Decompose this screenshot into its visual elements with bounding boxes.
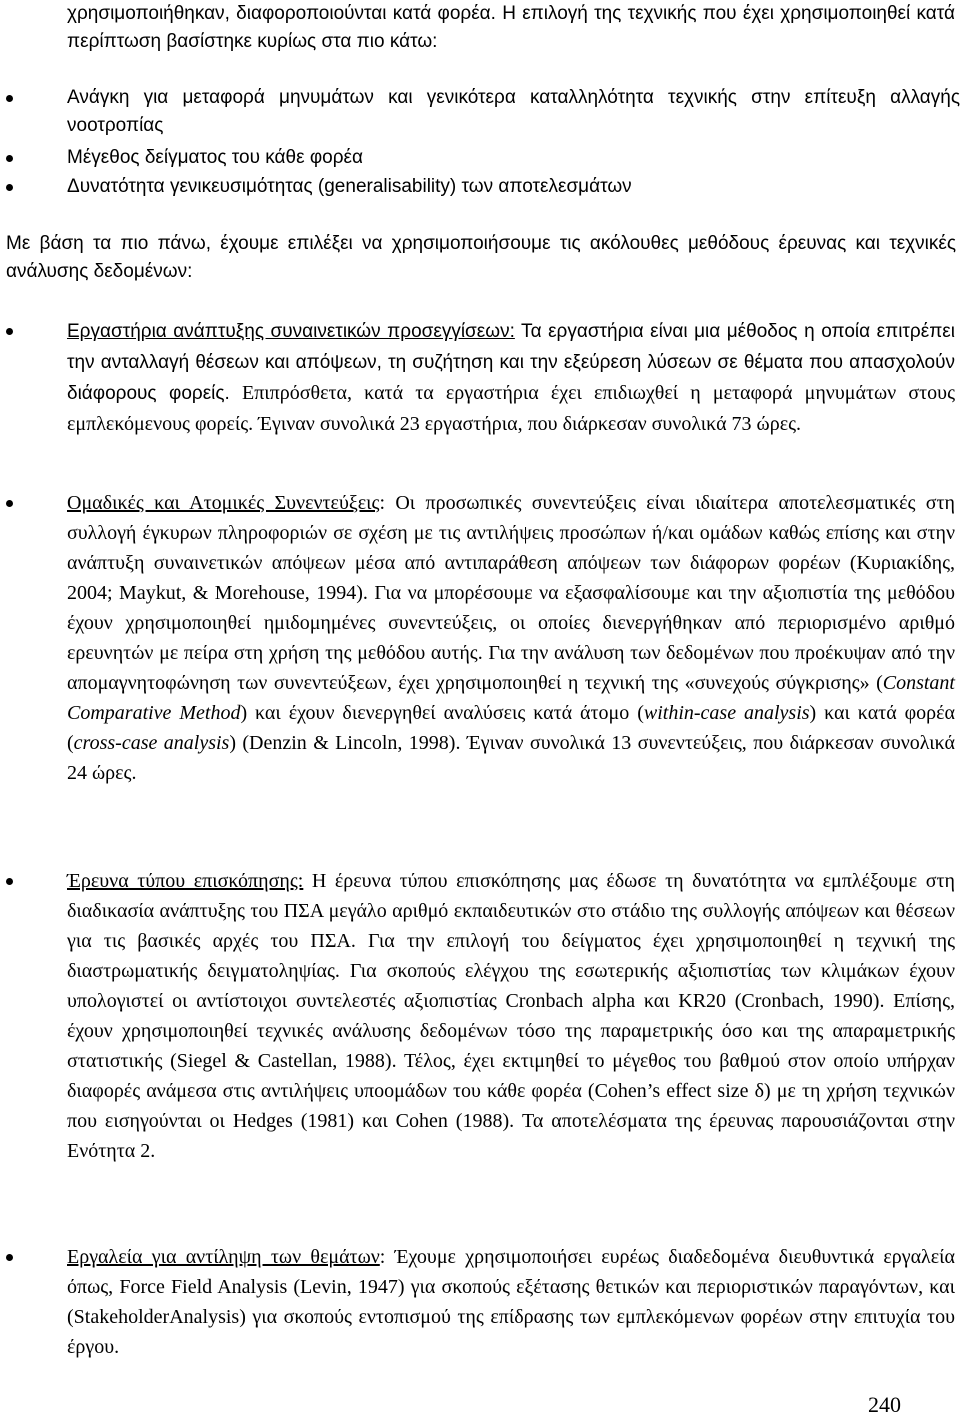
- method-workshops: [67, 316, 955, 439]
- bullet-icon: [6, 328, 13, 335]
- bullet-icon: [6, 155, 13, 162]
- interviews-em-cross-case: cross-case analysis: [73, 732, 230, 754]
- criteria-item-generalisability: [67, 173, 960, 201]
- method-survey: [67, 866, 955, 1166]
- survey-title: Έρευνα τύπου επισκόπησης:: [67, 870, 304, 892]
- interviews-text-3: ) και κατά φορέα (: [67, 702, 956, 754]
- page-number: 240: [868, 1392, 901, 1417]
- workshops-title: Εργαστήρια ανάπτυξης συναινετικών προσεγγίσεων:: [67, 321, 515, 342]
- interviews-em-constant-comparative: Constant Comparative Method: [67, 672, 955, 724]
- method-tools: [67, 1242, 955, 1362]
- tools-title: Εργαλεία για αντίληψη των θεμάτων: [67, 1246, 380, 1268]
- criteria-text: Δυνατότητα γενικευσιμότητας (generalisability) των αποτελεσμάτων: [67, 176, 632, 197]
- survey-body: Η έρευνα τύπου επισκόπησης μας έδωσε τη δυνατότητα να εμπλέξουμε στη διαδικασία ανάπτυξης του ΠΣΑ μεγάλο αριθμό εκπαιδευτικών στο στάδιο της συλλογής απόψεων και θέσεων για τις βασικές αρχές του ΠΣΑ. Για την επιλογή του δείγματος έχει χρησιμοποιηθεί η τεχνική της διαστρωματικής δειγματοληψίας. Για σκοπούς ελέγχου της εσωτερικής αξιοπιστίας των κλιμάκων έχουν υπολογιστεί οι αντίστοιχοι συντελεστές αξιοπιστίας Cronbach alpha και KR20 (Cronbach, 1990). Επίσης, έχουν χρησιμοποιηθεί τεχνικές ανάλυσης δεδομένων τόσο της παραμετρικής όσο και της απαραμετρικής στατιστικής (Siegel & Castellan, 1988). Τέλος, έχει εκτιμηθεί το μέγεθος του βαθμού στον οποίο υπήρχαν διαφορές ανάμεσα στις αντιλήψεις υποομάδων του κάθε φορέα (Cohen’s effect size δ) με τη χρήση τεχνικών που εισηγούνται οι Hedges (1981) και Cohen (1988). Τα αποτελέσματα της έρευνας παρουσιάζονται στην Ενότητα 2.: [67, 870, 955, 1162]
- tools-body: : Έχουμε χρησιμοποιήσει ευρέως διαδεδομένα διευθυντικά εργαλεία όπως, Force Field Analysis (Levin, 1947) για σκοπούς εξέτασης θετικών και περιοριστικών παραγόντων, και (StakeholderAnalysis) για σκοπούς εντοπισμού της επίδρασης των εμπλεκόμενων φορέων στην επιτυχία του έργου.: [67, 1246, 955, 1358]
- method-interviews: [67, 488, 955, 788]
- bullet-icon: [6, 878, 13, 885]
- interviews-title: Ομαδικές και Ατομικές Συνεντεύξεις: [67, 492, 380, 514]
- bullet-icon: [6, 1254, 13, 1261]
- criteria-item-sample: [67, 144, 960, 172]
- interviews-text-1: : Οι προσωπικές συνεντεύξεις είναι ιδιαίτερα αποτελεσματικές στη συλλογή έγκυρων πληροφοριών σε σχέση με τις αντιλήψεις προσώπων ή/και ομάδων καθώς επίσης και στην ανάπτυξη συναινετικών απόψεων μέσα από αντιπαράθεση απόψεων των διάφορων φορέων (Κυριακίδης, 2004; Maykut, & Morehouse, 1994). Για να μπορέσουμε να εξασφαλίσουμε και την αξιοπιστία της μεθόδου έχουν χρησιμοποιηθεί ημιδομημένες συνεντεύξεις, οι οποίες διενεργήθηκαν από περιορισμένο αριθμό ερευνητών με πείρα στη χρήση της μεθόδου αυτής. Για την ανάλυση των δεδομένων που προέκυψαν από την απομαγνητοφώνηση των συνεντεύξεων, έχει χρησιμοποιηθεί η τεχνική της «συνεχούς σύγκρισης» (: [67, 492, 956, 694]
- bullet-icon: [6, 184, 13, 191]
- interviews-text-4: ) (Denzin & Lincoln, 1998). Έγιναν συνολικά 13 συνεντεύξεις, που διάρκεσαν συνολικά 24 ώρες.: [67, 732, 955, 784]
- bullet-icon: [6, 95, 13, 102]
- methods-intro-paragraph: Με βάση τα πιο πάνω, έχουμε επιλέξει να χρησιμοποιήσουμε τις ακόλουθες μεθόδους έρευνας και τεχνικές ανάλυσης δεδομένων:: [6, 233, 956, 282]
- criteria-item-need: [67, 84, 960, 140]
- intro-paragraph: χρησιμοποιήθηκαν, διαφοροποιούνται κατά φορέα. Η επιλογή της τεχνικής που έχει χρησιμοποιηθεί κατά περίπτωση βασίστηκε κυρίως στα πιο κάτω:: [67, 3, 955, 52]
- bullet-icon: [6, 500, 13, 507]
- criteria-text: Μέγεθος δείγματος του κάθε φορέα: [67, 147, 363, 168]
- criteria-text: Ανάγκη για μεταφορά μηνυμάτων και γενικότερα καταλληλότητα τεχνικής στην επίτευξη αλλαγής νοοτροπίας: [67, 87, 960, 136]
- interviews-text-2: ) και έχουν διενεργηθεί αναλύσεις κατά άτομο (: [240, 702, 644, 724]
- workshops-body-serif: Επιπρόσθετα, κατά τα εργαστήρια έχει επιδιωχθεί η μεταφορά μηνυμάτων στους εμπλεκόμενους φορείς. Έγιναν συνολικά 23 εργαστήρια, που διάρκεσαν συνολικά 73 ώρες.: [67, 382, 955, 435]
- workshops-body-sans: Τα εργαστήρια είναι μια μέθοδος η οποία επιτρέπει την ανταλλαγή θέσεων και απόψεων, τη συζήτηση και την εξεύρεση λύσεων σε θέματα που απασχολούν διάφορους φορείς.: [67, 321, 956, 404]
- interviews-em-within-case: within-case analysis: [643, 702, 810, 724]
